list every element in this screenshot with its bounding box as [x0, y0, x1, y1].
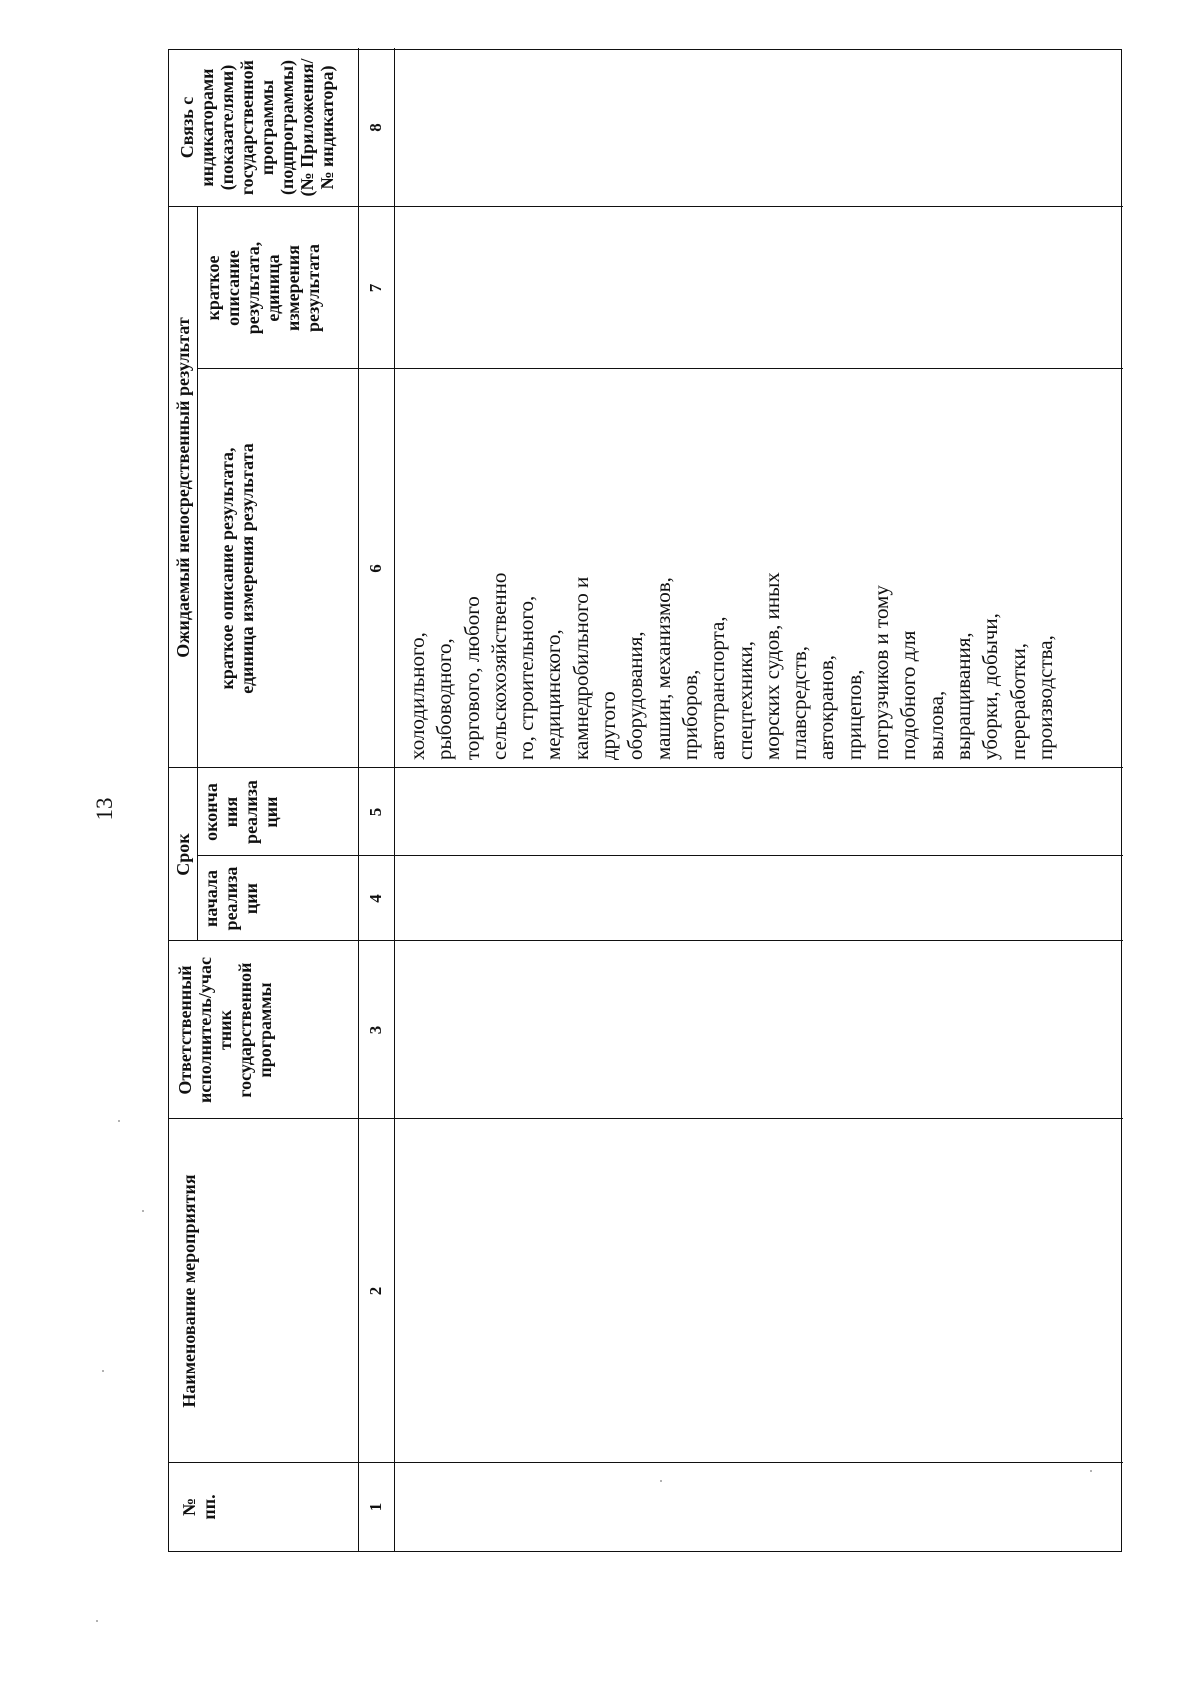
- result-description-line: автотранспорта,: [705, 616, 730, 760]
- result-description-line: автокранов,: [814, 654, 839, 760]
- result-description-line: холодильного,: [405, 632, 429, 760]
- result-description-line: подобного для: [896, 630, 921, 760]
- column-number-2: 2: [366, 1286, 385, 1296]
- result-description-line: плавсредств,: [787, 645, 812, 760]
- header-responsible: Ответственный исполнитель/учас тник государственной программы: [175, 957, 275, 1103]
- header-activity-name: Наименование мероприятия: [179, 1174, 199, 1408]
- column-number-8: 8: [366, 123, 385, 132]
- result-description-line: оборудования,: [623, 631, 648, 760]
- result-description-line: переработки,: [1005, 643, 1030, 760]
- rotated-table-page: [168, 52, 1128, 1552]
- header-end: оконча ния реализа ции: [201, 780, 281, 844]
- result-description-line: выращивания,: [950, 632, 975, 760]
- column-number-6: 6: [366, 564, 385, 573]
- header-start: начала реализа ции: [201, 866, 261, 931]
- scan-speck: [118, 1120, 120, 1122]
- result-description-line: медицинского,: [541, 629, 566, 760]
- result-description-line: вылова,: [923, 690, 948, 760]
- result-description-line: другого: [596, 691, 621, 760]
- result-description-line: рыбоводного,: [432, 638, 457, 760]
- result-description-line: морских судов, иных: [759, 572, 784, 760]
- result-description-line: погрузчиков и тому: [869, 585, 894, 760]
- result-description-line: приборов,: [677, 669, 702, 760]
- header-result-description-7: краткое описание результата, единица измерения результата: [203, 241, 323, 335]
- result-description-line: спецтехники,: [732, 640, 757, 760]
- result-description-line: машин, механизмов,: [650, 577, 675, 760]
- page-number: 13: [92, 797, 117, 821]
- result-description-line: уборки, добычи,: [978, 613, 1003, 760]
- header-expected-result: Ожидаемый непосредственный результат: [173, 317, 193, 658]
- column-number-7: 7: [366, 283, 385, 293]
- result-description-line: торгового, любого: [459, 596, 484, 760]
- result-description-line: го, строительного,: [514, 595, 539, 760]
- result-description-line: камнедробильного и: [568, 576, 593, 760]
- header-indicators-link: Связь с индикаторами (показателями) государственной программы (подпрограммы) (№ Приложения/№ индикатора): [177, 58, 337, 197]
- scan-speck: [102, 1370, 104, 1372]
- header-number: № пп.: [179, 1494, 219, 1520]
- result-description-line: производства,: [1032, 635, 1057, 760]
- column-number-3: 3: [366, 1025, 385, 1035]
- scan-speck: [96, 1620, 98, 1622]
- header-term: Срок: [173, 833, 193, 876]
- column-number-1: 1: [366, 1502, 385, 1512]
- column-number-4: 4: [366, 894, 385, 903]
- result-description-line: прицепов,: [841, 669, 866, 760]
- scan-speck: [142, 1210, 144, 1212]
- column-number-5: 5: [366, 807, 385, 817]
- result-description-text: [404, 375, 1059, 760]
- header-result-description-6: краткое описание результата, единица измерения результата: [217, 443, 257, 694]
- activities-table: [168, 49, 1122, 1552]
- result-description-line: сельскохозяйственно: [486, 572, 511, 760]
